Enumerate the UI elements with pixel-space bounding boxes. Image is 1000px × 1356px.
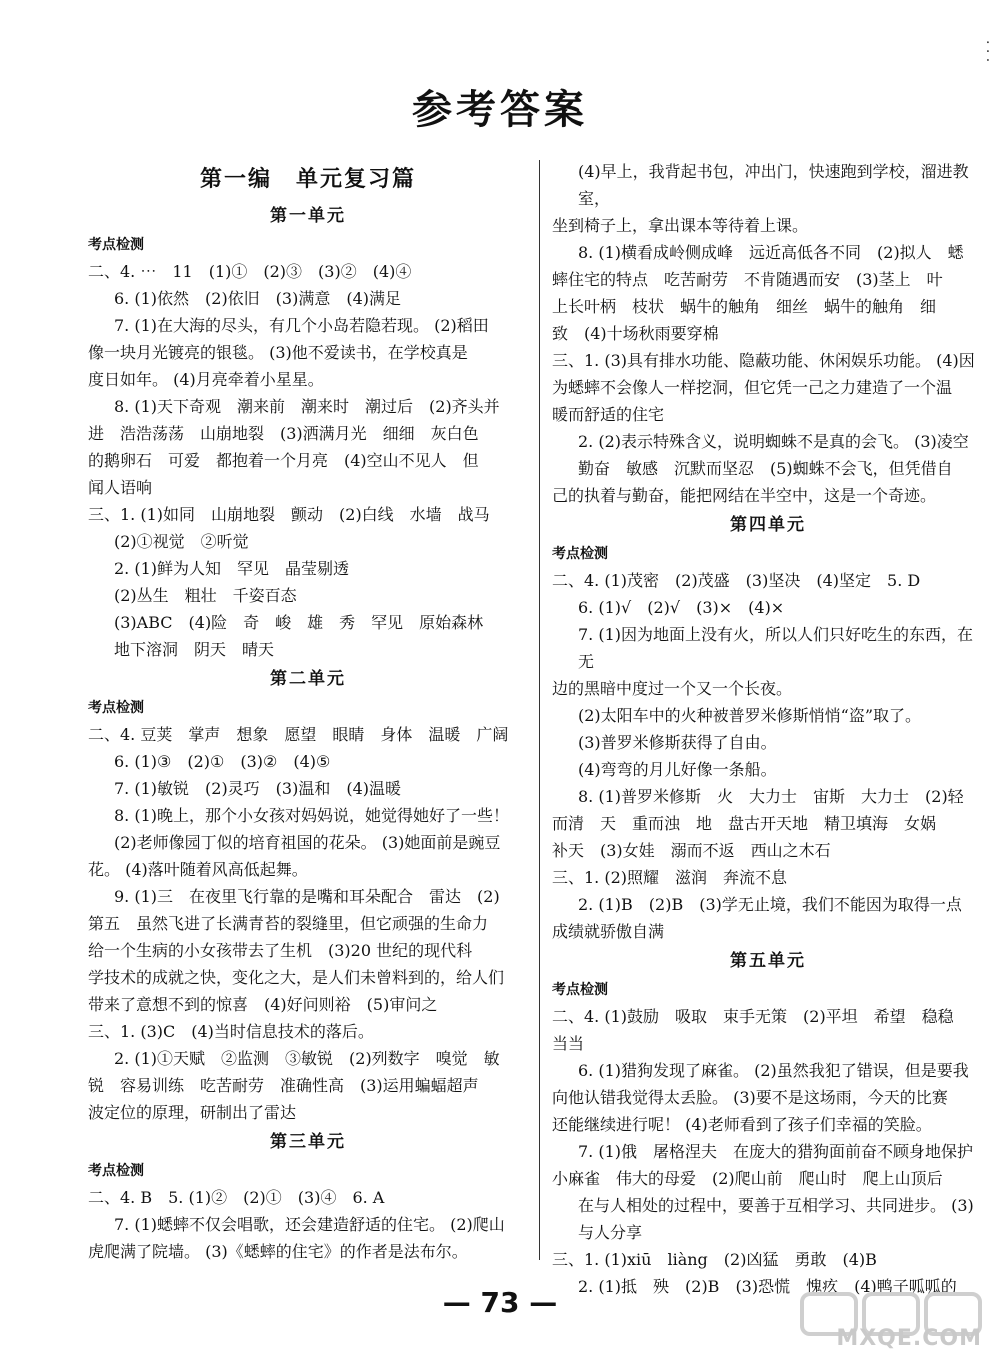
answer-line: (2)老师像园丁似的培育祖国的花朵。 (3)她面前是豌豆 (114, 833, 501, 852)
answer-line: 补天 (3)女娃 溺而不返 西山之木石 (552, 841, 831, 860)
left-column (88, 158, 528, 1265)
answer-line: (3)ABC (4)险 奇 峻 雄 秀 罕见 原始森林 (114, 613, 484, 632)
answer-line: 9. (1)三 在夜里飞行靠的是嘴和耳朵配合 雷达 (2) (114, 887, 500, 906)
answer-line: 勤奋 敏感 沉默而坚忍 (5)蜘蛛不会飞，但凭借自 (578, 459, 953, 478)
answer-line: 6. (1)依然 (2)依旧 (3)满意 (4)满足 (114, 289, 402, 308)
answer-line: 暖而舒适的住宅 (552, 405, 665, 424)
scan-marks: · · · (979, 40, 995, 63)
answer-line: 三、1. (1)如同 山崩地裂 颤动 (2)白线 水墙 战马 (88, 505, 490, 524)
answer-line: 三、1. (3)C (4)当时信息技术的落后。 (88, 1022, 374, 1041)
answer-line: 锐 容易训练 吃苦耐劳 准确性高 (3)运用蝙蝠超声 (88, 1076, 479, 1095)
answer-line: (2)太阳车中的火种被普罗米修斯悄悄“盗”取了。 (578, 706, 922, 725)
page-number: — 73 — (442, 1286, 558, 1319)
answer-line: 6. (1)√ (2)√ (3)× (4)× (578, 598, 785, 617)
answer-line: 带来了意想不到的惊喜 (4)好问则裕 (5)审问之 (88, 995, 438, 1014)
answer-line: 2. (1)抵 殃 (2)B (3)恐慌 愧疚 (4)鸭子呱呱的 (578, 1277, 957, 1296)
answer-line: 6. (1)③ (2)① (3)② (4)⑤ (114, 752, 331, 771)
answer-line: 向他认错我觉得太丢脸。 (3)要不是这场雨，今天的比赛 (552, 1088, 948, 1107)
answer-line: 7. (1)因为地面上没有火，所以人们只好吃生的东西，在无 (578, 625, 974, 671)
answer-line: 6. (1)猎狗发现了麻雀。 (2)虽然我犯了错误，但是要我 (578, 1061, 969, 1080)
answer-line: (3)普罗米修斯获得了自由。 (578, 733, 777, 752)
answer-line: (2)①视觉 ②听觉 (114, 532, 249, 551)
answer-line: 在与人相处的过程中，要善于互相学习、共同进步。 (3) (578, 1196, 974, 1215)
answer-line: 进 浩浩荡荡 山崩地裂 (3)洒满月光 细细 灰白色 (88, 424, 479, 443)
answer-line: 2. (1)鲜为人知 罕见 晶莹剔透 (114, 559, 350, 578)
section-label: 考点检测 (88, 237, 144, 253)
answer-line: 的鹅卵石 可爱 都抱着一个月亮 (4)空山不见人 但 (88, 451, 479, 470)
answer-line: 8. (1)普罗米修斯 火 大力士 宙斯 大力士 (2)轻 (578, 787, 964, 806)
answer-line: 小麻雀 伟大的母爱 (2)爬山前 爬山时 爬上山顶后 (552, 1169, 943, 1188)
unit-title: 第三单元 (270, 1132, 346, 1152)
column-divider (539, 160, 540, 1260)
answer-line: (4)弯弯的月儿好像一条船。 (578, 760, 777, 779)
answer-line: 7. (1)敏锐 (2)灵巧 (3)温和 (4)温暖 (114, 779, 402, 798)
answer-line: 7. (1)在大海的尽头，有几个小岛若隐若现。 (2)稻田 (114, 316, 489, 335)
answer-line: 8. (1)横看成岭侧成峰 远近高低各不同 (2)拟人 蟋 (578, 243, 964, 262)
answer-line: 致 (4)十场秋雨要穿棉 (552, 324, 719, 343)
section-label: 考点检测 (552, 982, 608, 998)
answer-line: 像一块月光镀亮的银毯。 (3)他不爱读书，在学校真是 (88, 343, 468, 362)
answer-line: 给一个生病的小女孩带去了生机 (3)20 世纪的现代科 (88, 941, 473, 960)
unit-title: 第五单元 (730, 951, 806, 971)
watermark-text: MXQE.COM (836, 1326, 982, 1351)
answer-line: (2)丛生 粗壮 千姿百态 (114, 586, 297, 605)
answer-line: 花。 (4)落叶随着风高低起舞。 (88, 860, 308, 879)
answer-line: 为蟋蟀不会像人一样挖洞，但它凭一己之力建造了一个温 (552, 378, 953, 397)
answer-line: 2. (2)表示特殊含义，说明蜘蛛不是真的会飞。 (3)凌空 (578, 432, 969, 451)
answer-line: 坐到椅子上，拿出课本等待着上课。 (552, 216, 809, 235)
answer-line: 7. (1)俄 屠格涅夫 在庞大的猎狗面前奋不顾身地保护 (578, 1142, 974, 1161)
unit-title: 第一单元 (270, 206, 346, 226)
answer-line: 己的执着与勤奋，能把网结在半空中，这是一个奇迹。 (552, 486, 937, 505)
answer-line: 2. (1)B (2)B (3)学无止境，我们不能因为取得一点 (578, 895, 962, 914)
answer-line: 与人分享 (578, 1223, 643, 1242)
answer-line: 度日如年。 (4)月亮牵着小星星。 (88, 370, 324, 389)
unit-title: 第四单元 (730, 515, 806, 535)
answer-line: 学技术的成就之快，变化之大，是人们未曾料到的，给人们 (88, 968, 505, 987)
right-intro (552, 158, 984, 509)
section-label: 考点检测 (552, 546, 608, 562)
answer-line: 三、1. (2)照耀 滋润 奔流不息 (552, 868, 788, 887)
part-title: 第一编 单元复习篇 (199, 167, 416, 192)
answer-line: 7. (1)蟋蟀不仅会唱歌，还会建造舒适的住宅。 (2)爬山 (114, 1215, 505, 1234)
answer-line: 虎爬满了院墙。 (3)《蟋蟀的住宅》的作者是法布尔。 (88, 1242, 468, 1261)
answer-line: 8. (1)天下奇观 潮来前 潮来时 潮过后 (2)齐头并 (114, 397, 500, 416)
answer-line: 地下溶洞 阴天 晴天 (114, 640, 275, 659)
answer-line: 边的黑暗中度过一个又一个长夜。 (552, 679, 793, 698)
answer-line: 还能继续进行呢！ (4)老师看到了孩子们幸福的笑脸。 (552, 1115, 932, 1134)
answer-line: 成绩就骄傲自满 (552, 922, 665, 941)
page-title: 参考答案 (412, 87, 588, 133)
answer-line: 8. (1)晚上，那个小女孩对妈妈说，她觉得她好了一些！ (114, 806, 510, 825)
section-label: 考点检测 (88, 1163, 144, 1179)
answer-line: 第五 虽然飞进了长满青苔的裂缝里，但它顽强的生命力 (88, 914, 489, 933)
answer-line: 二、4. (1)茂密 (2)茂盛 (3)坚决 (4)坚定 5. D (552, 571, 921, 590)
answer-line: 蟀住宅的特点 吃苦耐劳 不肯随遇而安 (3)茎上 叶 (552, 270, 943, 289)
answer-line: 三、1. (3)具有排水功能、隐蔽功能、休闲娱乐功能。 (4)因 (552, 351, 975, 370)
answer-line: 而清 天 重而浊 地 盘古开天地 精卫填海 女娲 (552, 814, 937, 833)
answer-line: 当当 (552, 1034, 585, 1053)
answer-line: 闻人语响 (88, 478, 153, 497)
answer-line: 二、4. ⋯ 11 (1)① (2)③ (3)② (4)④ (88, 262, 412, 281)
answer-line: 上长叶柄 枝状 蜗牛的触角 细丝 蜗牛的触角 细 (552, 297, 937, 316)
answer-line: 2. (1)①天赋 ②监测 ③敏锐 (2)列数字 嗅觉 敏 (114, 1049, 500, 1068)
unit-title: 第二单元 (270, 669, 346, 689)
answer-line: 二、4. 豆荚 掌声 想象 愿望 眼睛 身体 温暖 广阔 (88, 725, 509, 744)
answer-line: (4)早上，我背起书包，冲出门，快速跑到学校，溜进教室， (578, 162, 969, 208)
answer-line: 三、1. (1)xiū liàng (2)凶猛 勇敢 (4)B (552, 1250, 877, 1269)
section-label: 考点检测 (88, 700, 144, 716)
answer-line: 二、4. B 5. (1)② (2)① (3)④ 6. A (88, 1188, 385, 1207)
right-column (552, 158, 984, 1300)
answer-line: 二、4. (1)鼓励 吸取 束手无策 (2)平坦 希望 稳稳 (552, 1007, 954, 1026)
answer-line: 波定位的原理，研制出了雷达 (88, 1103, 297, 1122)
